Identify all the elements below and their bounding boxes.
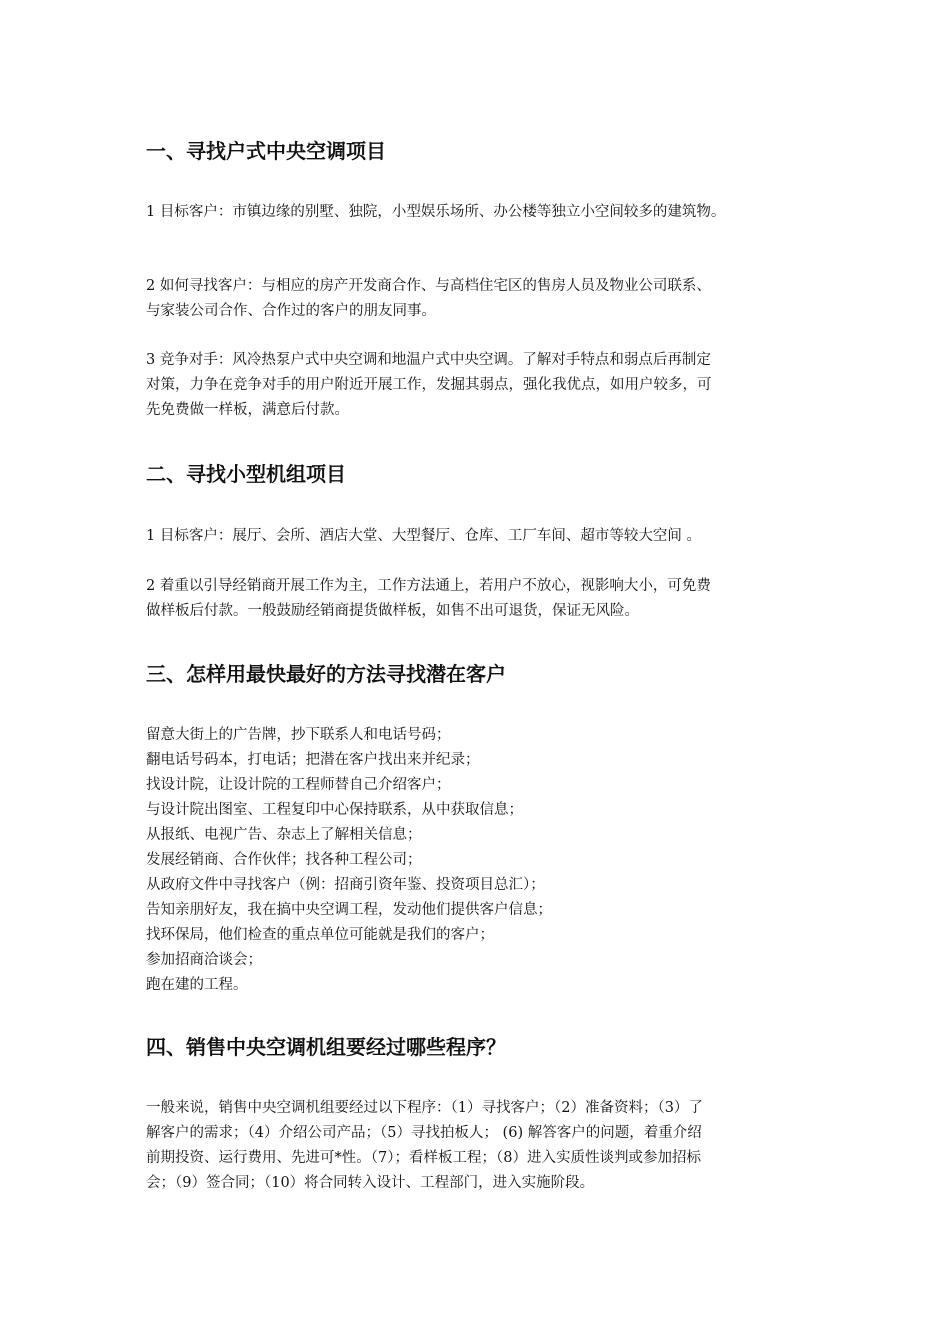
section-1-paragraph-2 (146, 274, 826, 324)
section-1-paragraph-1 (146, 200, 826, 225)
text-line: 3 竞争对手：风冷热泵户式中央空调和地温户式中央空调。了解对手特点和弱点后再制定 (146, 352, 711, 368)
list-item: 翻电话号码本，打电话；把潜在客户找出来并纪录； (146, 752, 480, 768)
section-3-heading: 三、怎样用最快最好的方法寻找潜在客户 (146, 662, 506, 686)
text-line: 一般来说，销售中央空调机组要经过以下程序：（1）寻找客户；（2）准备资料；（3）了 (146, 1100, 703, 1116)
list-item: 找设计院，让设计院的工程师替自己介绍客户； (146, 777, 451, 793)
section-2-paragraph-1 (146, 524, 826, 549)
list-item: 留意大街上的广告牌，抄下联系人和电话号码； (146, 727, 451, 743)
list-item: 找环保局，他们检查的重点单位可能就是我们的客户； (146, 927, 494, 943)
text-line: 2 着重以引导经销商开展工作为主，工作方法通上，若用户不放心，视影响大小，可免费 (146, 578, 711, 594)
text-line: 与家装公司合作、合作过的客户的朋友同事。 (146, 303, 436, 319)
list-item: 从报纸、电视广告、杂志上了解相关信息； (146, 827, 422, 843)
section-2-heading: 二、寻找小型机组项目 (146, 462, 346, 486)
text-line: 对策，力争在竞争对手的用户附近开展工作，发掘其弱点，强化我优点，如用户较多，可 (146, 377, 712, 393)
text-line: 1 目标客户：市镇边缘的别墅、独院，小型娱乐场所、办公楼等独立小空间较多的建筑物。 (146, 204, 726, 220)
text-line: 1 目标客户：展厅、会所、酒店大堂、大型餐厅、仓库、工厂车间、超市等较大空间 。 (146, 528, 701, 544)
list-item: 从政府文件中寻找客户（例：招商引资年鉴、投资项目总汇）； (146, 877, 545, 893)
section-4-paragraph-1 (146, 1096, 826, 1196)
text-line: 做样板后付款。一般鼓励经销商提货做样板，如售不出可退货，保证无风险。 (146, 603, 639, 619)
section-3-list (146, 723, 826, 998)
section-4-heading: 四、销售中央空调机组要经过哪些程序？ (146, 1035, 506, 1059)
list-item: 发展经销商、合作伙伴；找各种工程公司； (146, 852, 422, 868)
text-line: 会；（9）签合同；（10）将合同转入设计、工程部门，进入实施阶段。 (146, 1175, 595, 1191)
section-2-paragraph-2 (146, 574, 826, 624)
list-item: 告知亲朋好友，我在搞中央空调工程，发动他们提供客户信息； (146, 902, 552, 918)
list-item: 跑在建的工程。 (146, 977, 248, 993)
text-line: 先免费做一样板，满意后付款。 (146, 402, 349, 418)
list-item: 参加招商洽谈会； (146, 952, 262, 968)
text-line: 解客户的需求；（4）介绍公司产品；（5）寻找拍板人； (6) 解答客户的问题，着重介绍 (146, 1125, 702, 1141)
text-line: 2 如何寻找客户：与相应的房产开发商合作、与高档住宅区的售房人员及物业公司联系、 (146, 278, 711, 294)
section-1-paragraph-3 (146, 348, 826, 423)
list-item: 与设计院出图室、工程复印中心保持联系，从中获取信息； (146, 802, 523, 818)
section-1-heading: 一、寻找户式中央空调项目 (146, 139, 386, 163)
text-line: 前期投资、运行费用、先进可*性。（7）；看样板工程；（8）进入实质性谈判或参加招标 (146, 1150, 701, 1166)
